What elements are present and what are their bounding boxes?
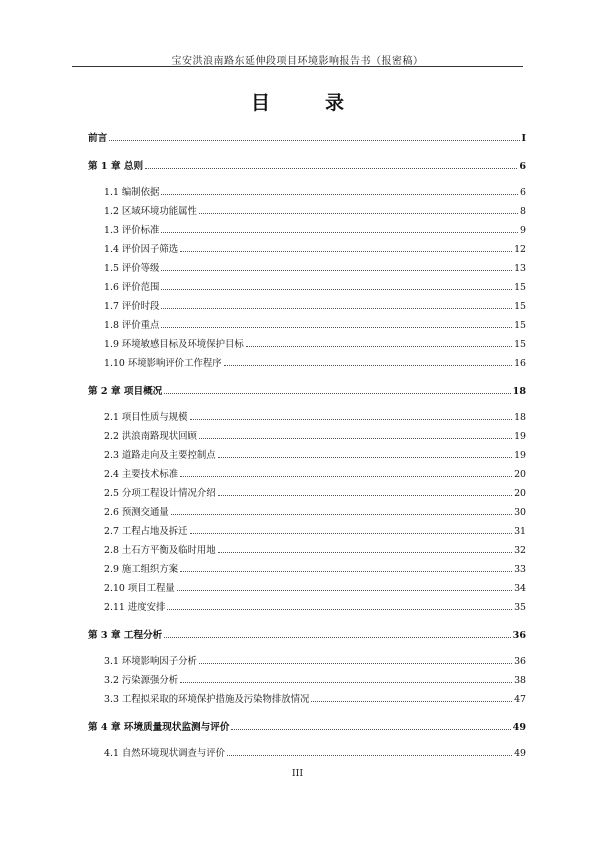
toc-dot-leader (246, 345, 512, 347)
toc-dot-leader (164, 636, 510, 638)
toc-entry-page: 19 (514, 450, 526, 461)
toc-section-entry[interactable] (88, 255, 526, 274)
toc-entry-page: 31 (514, 526, 526, 537)
toc-section-entry[interactable] (88, 312, 526, 331)
page-number: III (291, 768, 304, 779)
toc-dot-leader (199, 662, 512, 664)
toc-dot-leader (199, 437, 512, 439)
toc-entry-page: 12 (514, 244, 526, 255)
toc-entry-label: 1.7 评价时段 (104, 301, 160, 312)
toc-entry-label: 2.2 洪浪南路现状回顾 (104, 431, 197, 442)
toc-section-entry[interactable] (88, 667, 526, 686)
running-header: 宝安洪浪南路东延伸段项目环境影响报告书（报密稿） (171, 56, 424, 67)
toc-dot-leader (161, 288, 512, 290)
toc-entry-page: 35 (514, 602, 526, 613)
toc-entry-page: 15 (514, 320, 526, 331)
toc-section-entry[interactable] (88, 293, 526, 312)
toc-entry-label: 1.10 环境影响评价工作程序 (104, 358, 222, 369)
toc-entry-page: 33 (514, 564, 526, 575)
toc-entry-page: 30 (514, 507, 526, 518)
toc-section-entry[interactable] (88, 499, 526, 518)
toc-section-entry[interactable] (88, 274, 526, 293)
toc-entry-page: 18 (512, 386, 526, 397)
toc-dot-leader (161, 269, 512, 271)
toc-chapter-entry[interactable] (88, 376, 526, 397)
toc-entry-page: 34 (514, 583, 526, 594)
toc-section-entry[interactable] (88, 518, 526, 537)
toc-entry-page: 6 (519, 161, 526, 172)
toc-entry-label: 3.2 污染源强分析 (104, 675, 179, 686)
toc-entry-page: 9 (520, 225, 526, 236)
toc-section-entry[interactable] (88, 648, 526, 667)
toc-dot-leader (190, 418, 513, 420)
toc-dot-leader (199, 212, 518, 214)
toc-entry-label: 2.7 工程占地及拆迁 (104, 526, 188, 537)
header-rule (72, 66, 523, 67)
toc-entry-page: 38 (514, 675, 526, 686)
toc-entry-label: 2.6 预测交通量 (104, 507, 169, 518)
toc-entry-page: 16 (514, 358, 526, 369)
toc-dot-leader (180, 475, 512, 477)
toc-entry-page: 15 (514, 339, 526, 350)
toc-dot-leader (227, 754, 512, 756)
toc-section-entry[interactable] (88, 179, 526, 198)
toc-section-entry[interactable] (88, 350, 526, 369)
toc-section-entry[interactable] (88, 480, 526, 499)
toc-dot-leader (231, 728, 510, 730)
toc-dot-leader (180, 250, 512, 252)
toc-section-entry[interactable] (88, 740, 526, 759)
toc-section-entry[interactable] (88, 198, 526, 217)
toc-entry-page: 49 (514, 748, 526, 759)
toc-dot-leader (218, 551, 512, 553)
toc-entry-page: 32 (514, 545, 526, 556)
toc-dot-leader (161, 231, 518, 233)
toc-entry-page: 49 (512, 722, 526, 733)
toc-dot-leader (161, 307, 512, 309)
toc-entry-label: 第 2 章 项目概况 (88, 386, 163, 397)
toc-entry-label: 2.4 主要技术标准 (104, 469, 179, 480)
toc-entry-label: 第 4 章 环境质量现状监测与评价 (88, 722, 230, 733)
toc-entry-page: 20 (514, 469, 526, 480)
toc-section-entry[interactable] (88, 686, 526, 705)
toc-dot-leader (218, 456, 512, 458)
toc-entry-page: 18 (514, 412, 526, 423)
toc-dot-leader (145, 167, 517, 169)
toc-dot-leader (109, 139, 519, 141)
toc-dot-leader (161, 193, 518, 195)
toc-entry-label: 4.1 自然环境现状调查与评价 (104, 748, 226, 759)
toc-entry-page: 13 (514, 263, 526, 274)
toc-entry-page: 20 (514, 488, 526, 499)
toc-entry-page: 19 (514, 431, 526, 442)
toc-section-entry[interactable] (88, 537, 526, 556)
toc-entry-page: 47 (514, 694, 526, 705)
toc-entry-page: 36 (512, 630, 526, 641)
toc-entry-label: 2.8 土石方平衡及临时用地 (104, 545, 216, 556)
toc-dot-leader (167, 608, 512, 610)
toc-section-entry[interactable] (88, 404, 526, 423)
toc-entry-page: 6 (520, 187, 526, 198)
toc-entry-label: 1.9 环境敏感目标及环境保护目标 (104, 339, 244, 350)
toc-dot-leader (180, 681, 512, 683)
toc-entry-label: 2.9 施工组织方案 (104, 564, 179, 575)
toc-entry-label: 第 3 章 工程分析 (88, 630, 163, 641)
toc-section-entry[interactable] (88, 236, 526, 255)
toc-dot-leader (224, 364, 512, 366)
toc-section-entry[interactable] (88, 217, 526, 236)
toc-entry-label: 1.6 评价范围 (104, 282, 160, 293)
page-title: 目 录 (250, 92, 362, 114)
toc-chapter-entry[interactable] (88, 123, 526, 144)
toc-entry-page: 8 (520, 206, 526, 217)
toc-entry-page: 15 (514, 301, 526, 312)
toc-dot-leader (161, 326, 512, 328)
toc-entry-label: 2.1 项目性质与规模 (104, 412, 188, 423)
toc-dot-leader (218, 494, 512, 496)
toc-dot-leader (171, 513, 512, 515)
toc-section-entry[interactable] (88, 423, 526, 442)
toc-entry-label: 3.3 工程拟采取的环境保护措施及污染物排放情况 (104, 694, 310, 705)
toc-entry-page: 15 (514, 282, 526, 293)
toc-entry-label: 1.5 评价等级 (104, 263, 160, 274)
toc-section-entry[interactable] (88, 461, 526, 480)
toc-chapter-entry[interactable] (88, 712, 526, 733)
toc-entry-label: 第 1 章 总则 (88, 161, 144, 172)
toc-entry-label: 2.11 进度安排 (104, 602, 166, 613)
toc-entry-label: 2.5 分项工程设计情况介绍 (104, 488, 216, 499)
toc-entry-page: I (521, 133, 526, 144)
toc-entry-label: 1.3 评价标准 (104, 225, 160, 236)
toc-section-entry[interactable] (88, 331, 526, 350)
toc-dot-leader (177, 589, 512, 591)
toc-dot-leader (311, 700, 512, 702)
toc-dot-leader (190, 532, 513, 534)
toc-entry-label: 1.8 评价重点 (104, 320, 160, 331)
toc-entry-label: 2.10 项目工程量 (104, 583, 175, 594)
toc-section-entry[interactable] (88, 594, 526, 613)
toc-dot-leader (164, 392, 510, 394)
toc-entry-label: 前言 (88, 133, 108, 144)
toc-section-entry[interactable] (88, 442, 526, 461)
toc-entry-page: 36 (514, 656, 526, 667)
toc-section-entry[interactable] (88, 556, 526, 575)
toc-entry-label: 1.2 区域环境功能属性 (104, 206, 197, 217)
toc-entry-label: 1.4 评价因子筛选 (104, 244, 179, 255)
table-of-contents (88, 123, 526, 759)
toc-section-entry[interactable] (88, 575, 526, 594)
toc-dot-leader (180, 570, 512, 572)
toc-chapter-entry[interactable] (88, 620, 526, 641)
toc-entry-label: 3.1 环境影响因子分析 (104, 656, 197, 667)
toc-entry-label: 2.3 道路走向及主要控制点 (104, 450, 216, 461)
toc-chapter-entry[interactable] (88, 151, 526, 172)
toc-entry-label: 1.1 编制依据 (104, 187, 160, 198)
